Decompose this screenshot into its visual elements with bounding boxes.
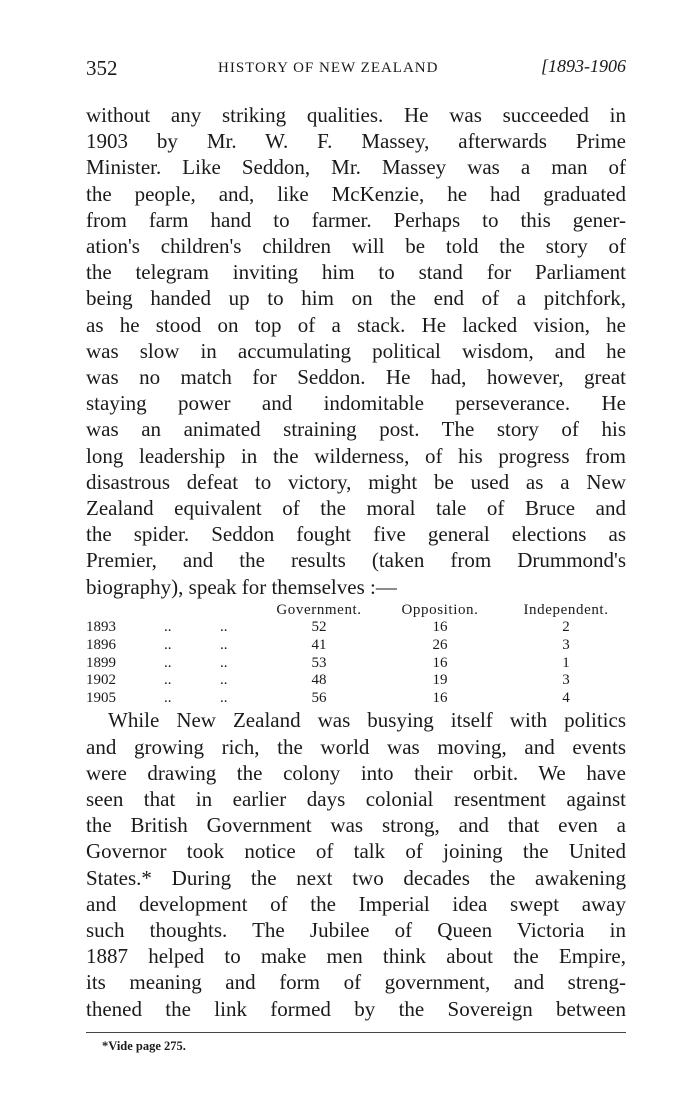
independent-cell: 4 — [562, 689, 570, 706]
independent-cell: 3 — [562, 637, 570, 654]
government-cell: 53 — [311, 654, 327, 671]
text-line: the spider. Seddon fought five general elections as — [86, 522, 626, 547]
opposition-cell: 16 — [432, 619, 448, 636]
text-line: the British Government was strong, and that even a — [86, 813, 626, 838]
independent-header: Independent. — [523, 601, 609, 618]
text-line: 1903 by Mr. W. F. Massey, afterwards Prime — [86, 129, 626, 154]
independent-cell: 2 — [562, 619, 570, 636]
paragraph-2 — [86, 707, 626, 1021]
independent-cell: 3 — [562, 672, 570, 689]
leader-dots: .. — [220, 689, 228, 706]
text-line: Minister. Like Seddon, Mr. Massey was a man of — [86, 155, 626, 180]
text-line: was no match for Seddon. He had, however, great — [86, 365, 626, 390]
independent-cell: 1 — [562, 654, 570, 671]
year-cell: 1893 — [86, 619, 116, 636]
leader-dots: .. — [220, 637, 228, 654]
government-cell: 56 — [311, 689, 327, 706]
body-text — [86, 102, 626, 1022]
text-line: such thoughts. The Jubilee of Queen Victoria in — [86, 918, 626, 943]
government-cell: 52 — [311, 619, 327, 636]
text-line: long leadership in the wilderness, of his progress from — [86, 443, 626, 468]
leader-dots: .. — [164, 619, 172, 636]
table-row — [86, 690, 626, 708]
text-line: States.* During the next two decades the awakening — [86, 865, 626, 890]
text-line: the telegram inviting him to stand for Parliament — [86, 260, 626, 285]
leader-dots: .. — [164, 637, 172, 654]
text-line: Premier, and the results (taken from Drummond's — [86, 548, 626, 573]
government-cell: 41 — [311, 637, 327, 654]
page-number: 352 — [86, 56, 118, 80]
footnote: *Vide page 275. — [102, 1038, 186, 1053]
footnote-divider — [86, 1032, 626, 1033]
text-line: without any striking qualities. He was succeeded in — [86, 103, 626, 127]
leader-dots: .. — [220, 619, 228, 636]
text-line: 1887 helped to make men think about the Empire, — [86, 944, 626, 969]
leader-dots: .. — [164, 672, 172, 689]
table-header-row — [86, 602, 626, 620]
opposition-cell: 26 — [432, 637, 448, 654]
opposition-cell: 16 — [432, 654, 448, 671]
text-line: Governor took notice of talk of joining the United — [86, 839, 626, 864]
text-line: as he stood on top of a stack. He lacked vision, he — [86, 312, 626, 337]
year-cell: 1896 — [86, 637, 116, 654]
leader-dots: .. — [220, 654, 228, 671]
text-line: Zealand equivalent of the moral tale of Bruce and — [86, 496, 626, 521]
book-page — [86, 56, 626, 1054]
text-line: were drawing the colony into their orbit. We have — [86, 760, 626, 785]
text-line: was an animated straining post. The story of his — [86, 417, 626, 442]
table-row — [86, 637, 626, 655]
opposition-cell: 16 — [432, 689, 448, 706]
table-row — [86, 655, 626, 673]
running-title: HISTORY OF NEW ZEALAND — [218, 60, 439, 76]
text-line: While New Zealand was busying itself with politics — [108, 708, 626, 733]
text-line: and growing rich, the world was moving, and events — [86, 734, 626, 759]
year-cell: 1899 — [86, 654, 116, 671]
leader-dots: .. — [220, 672, 228, 689]
year-cell: 1905 — [86, 689, 116, 706]
government-cell: 48 — [311, 672, 327, 689]
date-range: [1893-1906 — [541, 56, 626, 76]
text-line: thened the link formed by the Sovereign between — [86, 996, 626, 1021]
paragraph-1 — [86, 102, 626, 600]
text-line: seen that in earlier days colonial resentment against — [86, 787, 626, 812]
election-results-table — [86, 602, 626, 708]
text-line: ation's children's children will be told the story of — [86, 234, 626, 259]
leader-dots: .. — [164, 654, 172, 671]
text-line: the people, and, like McKenzie, he had graduated — [86, 181, 626, 206]
year-cell: 1902 — [86, 672, 116, 689]
opposition-cell: 19 — [432, 672, 448, 689]
table-row — [86, 619, 626, 637]
text-line: disastrous defeat to victory, might be used as a New — [86, 469, 626, 494]
leader-dots: .. — [164, 689, 172, 706]
text-line: its meaning and form of government, and streng- — [86, 970, 626, 995]
text-line: was slow in accumulating political wisdom, and he — [86, 338, 626, 363]
table-row — [86, 672, 626, 690]
text-line: biography), speak for themselves :— — [86, 574, 397, 599]
opposition-header: Opposition. — [401, 601, 479, 618]
text-line: from farm hand to farmer. Perhaps to this gener- — [86, 207, 626, 232]
text-line: and development of the Imperial idea swept away — [86, 891, 626, 916]
text-line: staying power and indomitable perseverance. He — [86, 391, 626, 416]
text-line: being handed up to him on the end of a pitchfork, — [86, 286, 626, 311]
running-head — [86, 56, 626, 82]
government-header: Government. — [276, 601, 362, 618]
